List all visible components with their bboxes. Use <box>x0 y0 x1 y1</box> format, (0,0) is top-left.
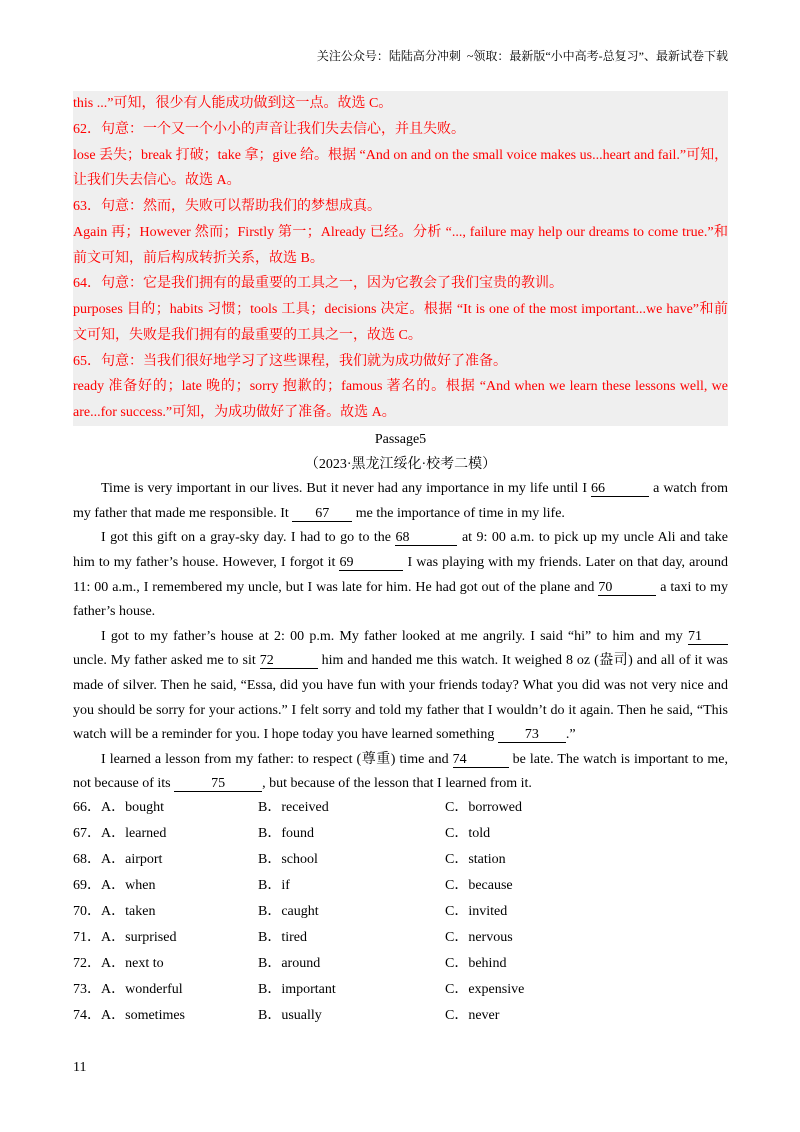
option-text: expensive <box>468 982 525 997</box>
passage-text: you should be sorry for your actions.” I felt sorry and told my father that I wouldn’t do it again. Then he said, “This <box>73 702 728 718</box>
option-label: C． <box>445 1008 469 1023</box>
question-row <box>73 795 728 821</box>
explanation-line: ready 准备好的；late 晚的；sorry 抱歉的；famous 著名的。根据 “And when we learn these lessons well, we <box>73 379 728 395</box>
option-label: C． <box>445 852 469 867</box>
option-text: sometimes <box>125 1008 186 1023</box>
passage-text: I got this gift on a gray-sky day. I had to go to the <box>101 530 396 546</box>
option-a <box>101 977 183 1003</box>
explanation-line: 62．句意：一个又一个小小的声音让我们失去信心，并且失败。 <box>73 121 465 137</box>
option-text: invited <box>468 904 508 919</box>
passage-text: a taxi to my <box>656 579 728 595</box>
explanation-line: 让我们失去信心。故选 A。 <box>73 173 241 189</box>
question-number: 72． <box>73 956 101 971</box>
option-label: C． <box>445 800 469 815</box>
answer-explanations <box>73 91 728 426</box>
passage-line <box>73 576 728 601</box>
option-text: taken <box>125 904 156 919</box>
option-c <box>445 899 507 925</box>
blank-75: 75 <box>174 777 262 792</box>
blank-69: 69 <box>339 556 403 571</box>
option-label: C． <box>445 904 469 919</box>
blank-66: 66 <box>591 482 649 497</box>
option-text: borrowed <box>468 800 522 815</box>
option-text: told <box>468 826 491 841</box>
option-text: tired <box>281 930 307 945</box>
option-label: A． <box>101 852 126 867</box>
option-c <box>445 977 524 1003</box>
option-a <box>101 873 155 899</box>
option-text: learned <box>125 826 167 841</box>
blank-72: 72 <box>260 654 318 669</box>
page-header: 关注公众号：陆陆高分冲刺 ~领取：最新版“小中高考-总复习”、最新试卷下载 <box>316 49 728 63</box>
option-text: surprised <box>125 930 177 945</box>
option-text: station <box>468 852 506 867</box>
question-options <box>73 795 728 1029</box>
passage-source: （2023·黑龙江绥化·校考二模） <box>304 456 497 472</box>
passage-line <box>73 699 728 724</box>
question-number: 70． <box>73 904 101 919</box>
passage-line <box>73 723 728 748</box>
option-a <box>101 899 155 925</box>
option-c <box>445 951 506 977</box>
option-a <box>101 795 164 821</box>
passage-text: I got to my father’s house at 2: 00 p.m. My father looked at me angrily. I said “hi” to him and my <box>101 628 688 644</box>
passage-text: I was playing with my friends. Later on that day, around <box>403 554 729 570</box>
question-row <box>73 977 728 1003</box>
passage-text: watch will be a reminder for you. I hope today you have learned something <box>73 727 498 743</box>
question-row <box>73 1003 728 1029</box>
option-text: found <box>281 826 315 841</box>
passage-text: not because of its <box>73 776 175 792</box>
question-row <box>73 821 728 847</box>
explanation-line: Again 再；However 然而；Firstly 第一；Already 已经。分析 “..., failure may help our dreams to come true.”和 <box>73 224 728 240</box>
option-label: A． <box>101 982 126 997</box>
blank-71: 71 <box>688 630 728 645</box>
option-text: nervous <box>468 930 513 945</box>
question-row <box>73 951 728 977</box>
option-label: B． <box>258 826 282 841</box>
option-a <box>101 821 166 847</box>
option-label: B． <box>258 956 282 971</box>
question-number: 71． <box>73 930 101 945</box>
option-c <box>445 925 513 951</box>
option-a <box>101 1003 185 1029</box>
option-a <box>101 951 164 977</box>
passage-line <box>73 649 728 674</box>
explanation-line: 64．句意：它是我们拥有的最重要的工具之一，因为它教会了我们宝贵的教训。 <box>73 276 563 292</box>
option-label: A． <box>101 826 126 841</box>
option-b <box>258 873 290 899</box>
passage-text: Time is very important in our lives. But it never had any importance in my life until I <box>101 481 592 497</box>
explanation-line: purposes 目的；habits 习惯；tools 工具；decisions 决定。根据 “It is one of the most important...we have”和前 <box>73 302 728 317</box>
option-c <box>445 873 513 899</box>
question-number: 68． <box>73 852 101 867</box>
option-b <box>258 925 307 951</box>
passage-text: 11: 00 a.m., I remembered my uncle, but I was late for him. He had got out of the plane and <box>73 579 599 595</box>
passage-line <box>73 477 728 502</box>
option-b <box>258 847 318 873</box>
passage-text: at 9: 00 a.m. to pick up my uncle Ali and take <box>457 530 728 546</box>
option-label: C． <box>445 930 469 945</box>
option-a <box>101 847 162 873</box>
option-text: important <box>281 982 336 997</box>
option-b <box>258 899 319 925</box>
option-label: B． <box>258 878 282 893</box>
option-text: when <box>125 878 156 893</box>
passage-line <box>73 674 728 699</box>
question-number: 67． <box>73 826 101 841</box>
passage-text: him and handed me this watch. It weighed 8 oz (盎司) and all of it was <box>317 653 728 669</box>
option-label: A． <box>101 956 126 971</box>
passage-line <box>73 600 728 625</box>
question-number: 69． <box>73 878 101 893</box>
option-label: C． <box>445 956 469 971</box>
explanation-line: lose 丢失；break 打破；take 拿；give 给。根据 “And on and on the small voice makes us...heart and fail.”可知， <box>73 147 729 163</box>
explanation-line: 65．句意：当我们很好地学习了这些课程，我们就为成功做好了准备。 <box>73 353 507 369</box>
passage-line <box>73 748 728 773</box>
explanation-line: 文可知，失败是我们拥有的最重要的工具之一，故选 C。 <box>73 327 422 343</box>
passage-text: him to my father’s house. However, I forgot it <box>73 554 340 570</box>
option-b <box>258 795 329 821</box>
option-label: A． <box>101 930 126 945</box>
passage-line <box>73 526 728 551</box>
option-b <box>258 977 336 1003</box>
passage-line <box>73 772 728 797</box>
option-text: airport <box>125 852 163 867</box>
page-number: 11 <box>73 1060 87 1075</box>
passage-line <box>73 625 728 650</box>
passage <box>73 428 728 797</box>
question-number: 74． <box>73 1008 101 1023</box>
passage-text: a watch from <box>649 481 728 497</box>
question-row <box>73 847 728 873</box>
option-text: received <box>281 800 329 815</box>
option-label: B． <box>258 930 282 945</box>
passage-title: Passage5 <box>374 432 427 447</box>
passage-line <box>73 502 728 527</box>
passage-text: .” <box>565 727 576 743</box>
passage-text: , but because of the lesson that I learned from it. <box>262 776 532 792</box>
question-number: 66． <box>73 800 101 815</box>
option-text: caught <box>281 904 319 919</box>
question-number: 73． <box>73 982 101 997</box>
option-label: C． <box>445 878 469 893</box>
explanation-line: 63．句意：然而，失败可以帮助我们的梦想成真。 <box>73 199 381 214</box>
option-label: B． <box>258 904 282 919</box>
option-label: A． <box>101 800 126 815</box>
option-text: wonderful <box>125 982 183 997</box>
option-label: B． <box>258 982 282 997</box>
explanation-line: this ...”可知，很少有人能成功做到这一点。故选 C。 <box>73 96 393 111</box>
option-label: C． <box>445 982 469 997</box>
option-b <box>258 951 320 977</box>
option-text: next to <box>125 956 164 971</box>
option-c <box>445 847 506 873</box>
option-label: B． <box>258 1008 282 1023</box>
explanation-line: are...for success.”可知，为成功做好了准备。故选 A。 <box>73 405 396 420</box>
question-row <box>73 873 728 899</box>
option-c <box>445 1003 499 1029</box>
blank-70: 70 <box>598 581 656 596</box>
explanation-line: 前文可知，前后构成转折关系，故选 B。 <box>73 250 324 266</box>
passage-text: father’s house. <box>73 604 156 620</box>
option-a <box>101 925 176 951</box>
question-row <box>73 899 728 925</box>
blank-73: 73 <box>498 728 566 743</box>
option-text: around <box>281 956 321 971</box>
option-text: bought <box>125 800 165 815</box>
option-text: behind <box>468 956 507 971</box>
option-label: A． <box>101 878 126 893</box>
passage-text: uncle. My father asked me to sit <box>73 653 260 669</box>
passage-line <box>73 551 728 576</box>
option-text: because <box>468 878 513 893</box>
passage-text: my father that made me responsible. It <box>73 505 293 521</box>
option-label: A． <box>101 1008 126 1023</box>
option-label: C． <box>445 826 469 841</box>
passage-text: me the importance of time in my life. <box>352 505 565 521</box>
blank-67: 67 <box>292 507 352 522</box>
option-label: B． <box>258 852 282 867</box>
blank-68: 68 <box>395 531 457 546</box>
option-label: B． <box>258 800 282 815</box>
passage-text: be late. The watch is important to me, <box>508 751 728 767</box>
option-text: usually <box>281 1008 322 1023</box>
question-row <box>73 925 728 951</box>
passage-text: made of silver. Then he said, “Essa, did you have fun with your friends today? What you did was not very nice and <box>73 677 728 693</box>
option-text: never <box>468 1008 500 1023</box>
option-text: school <box>281 852 318 867</box>
option-label: A． <box>101 904 126 919</box>
option-text: if <box>281 878 290 893</box>
option-c <box>445 821 490 847</box>
option-c <box>445 795 522 821</box>
option-b <box>258 821 314 847</box>
passage-text: I learned a lesson from my father: to respect (尊重) time and <box>101 751 453 767</box>
blank-74: 74 <box>453 753 509 768</box>
option-b <box>258 1003 322 1029</box>
